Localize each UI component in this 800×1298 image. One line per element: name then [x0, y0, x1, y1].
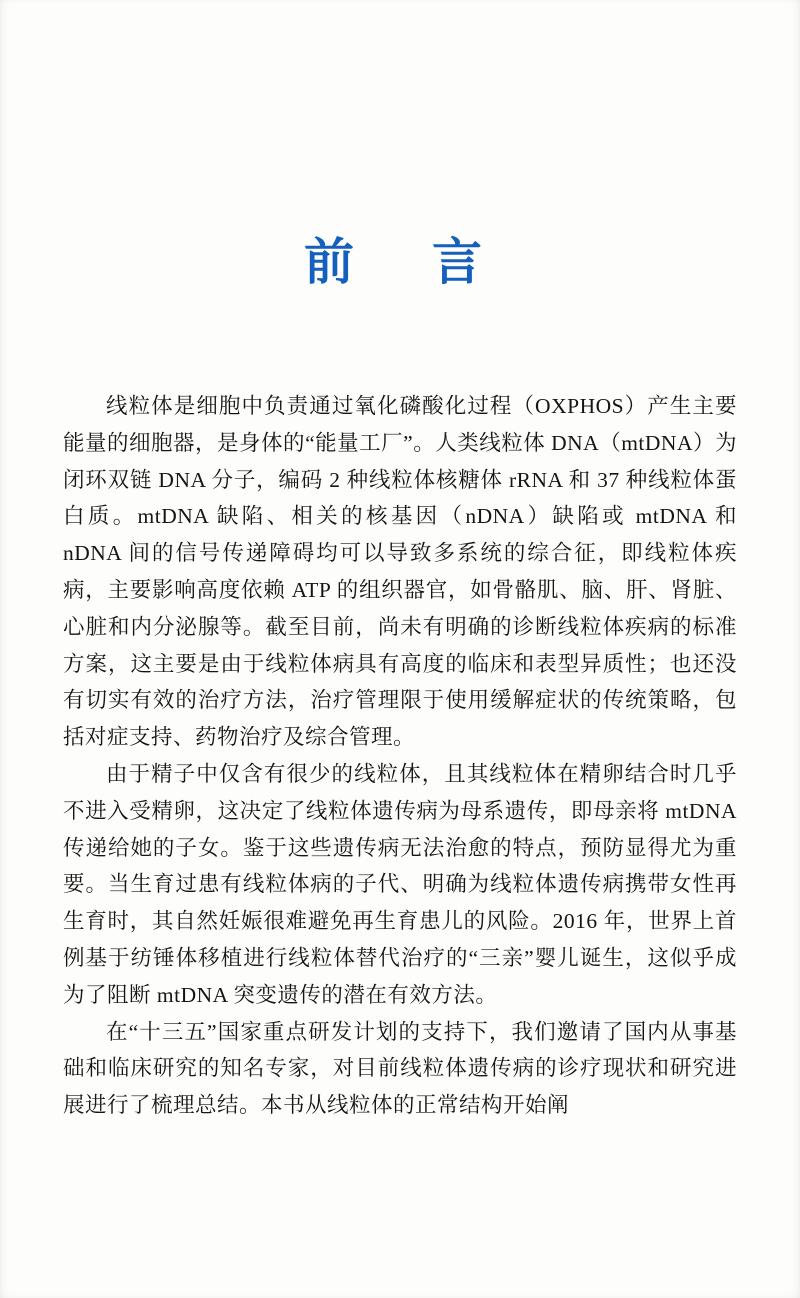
paragraph: 在“十三五”国家重点研发计划的支持下，我们邀请了国内从事基础和临床研究的知名专家，对目前线粒体遗传病的诊疗现状和研究进展进行了梳理总结。本书从线粒体的正常结构开始阐 [63, 1019, 737, 1118]
preface-body [63, 388, 737, 1124]
page-title: 前 言 [304, 234, 496, 290]
paragraph: 由于精子中仅含有很少的线粒体，且其线粒体在精卵结合时几乎不进入受精卵，这决定了线粒体遗传病为母系遗传，即母亲将 mtDNA 传递给她的子女。鉴于这些遗传病无法治愈的特点，预防显得尤为重要。当生育过患有线粒体病的子代、明确为线粒体遗传病携带女性再生育时，其自然妊娠很难避免再生育患儿的风险。2016 年，世界上首例基于纺锤体移植进行线粒体替代治疗的“三亲”婴儿诞生，这似乎成为了阻断 mtDNA 突变遗传的潜在有效方法。 [63, 761, 737, 1007]
paragraph: 线粒体是细胞中负责通过氧化磷酸化过程（OXPHOS）产生主要能量的细胞器，是身体的“能量工厂”。人类线粒体 DNA（mtDNA）为闭环双链 DNA 分子，编码 2 种线粒体核糖体 rRNA 和 37 种线粒体蛋白质。mtDNA 缺陷、相关的核基因（nDNA）缺陷或 mtDNA 和 nDNA 间的信号传递障碍均可以导致多系统的综合征，即线粒体疾病，主要影响高度依赖 ATP 的组织器官，如骨骼肌、脑、肝、肾脏、心脏和内分泌腺等。截至目前，尚未有明确的诊断线粒体疾病的标准方案，这主要是由于线粒体病具有高度的临床和表型异质性；也还没有切实有效的治疗方法，治疗管理限于使用缓解症状的传统策略，包括对症支持、药物治疗及综合管理。 [63, 394, 737, 750]
